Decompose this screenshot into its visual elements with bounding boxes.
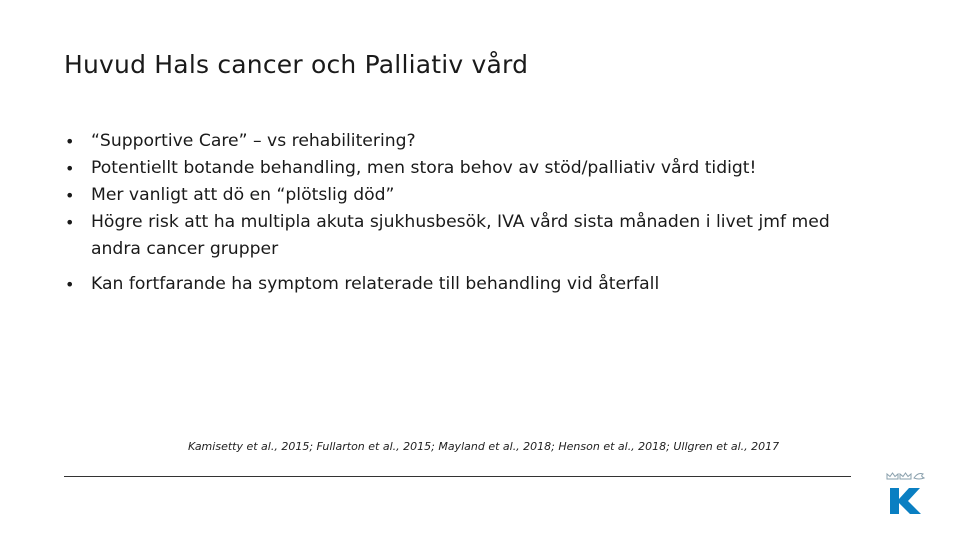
- karolinska-crowns-k-logo-icon: [884, 468, 930, 516]
- bullet-item: [64, 128, 884, 155]
- bullet-icon: •: [65, 159, 75, 178]
- bullet-icon: •: [65, 213, 75, 232]
- bullet-icon: •: [65, 186, 75, 205]
- bullet-item: [64, 271, 884, 298]
- bullet-text: Högre risk att ha multipla akuta sjukhusbesök, IVA vård sista månaden i livet jmf med andra cancer grupper: [91, 212, 830, 259]
- bullet-icon: •: [65, 275, 75, 294]
- bullet-icon: •: [65, 132, 75, 151]
- bullet-item: [64, 155, 884, 182]
- references-citation: Kamisetty et al., 2015; Fullarton et al., 2015; Mayland et al., 2018; Henson et al., 2018; Ullgren et al., 2017: [188, 440, 780, 453]
- footer-divider: [64, 476, 851, 477]
- bullet-text: Potentiellt botande behandling, men stora behov av stöd/palliativ vård tidigt!: [91, 158, 757, 178]
- bullet-text: “Supportive Care” – vs rehabilitering?: [91, 131, 416, 151]
- bullet-item: [64, 182, 884, 209]
- bullet-item: [64, 209, 884, 263]
- bullet-list: [64, 128, 884, 298]
- bullet-text: Kan fortfarande ha symptom relaterade till behandling vid återfall: [91, 274, 660, 294]
- bullet-text: Mer vanligt att dö en “plötslig död”: [91, 185, 395, 205]
- slide-title: Huvud Hals cancer och Palliativ vård: [64, 50, 529, 79]
